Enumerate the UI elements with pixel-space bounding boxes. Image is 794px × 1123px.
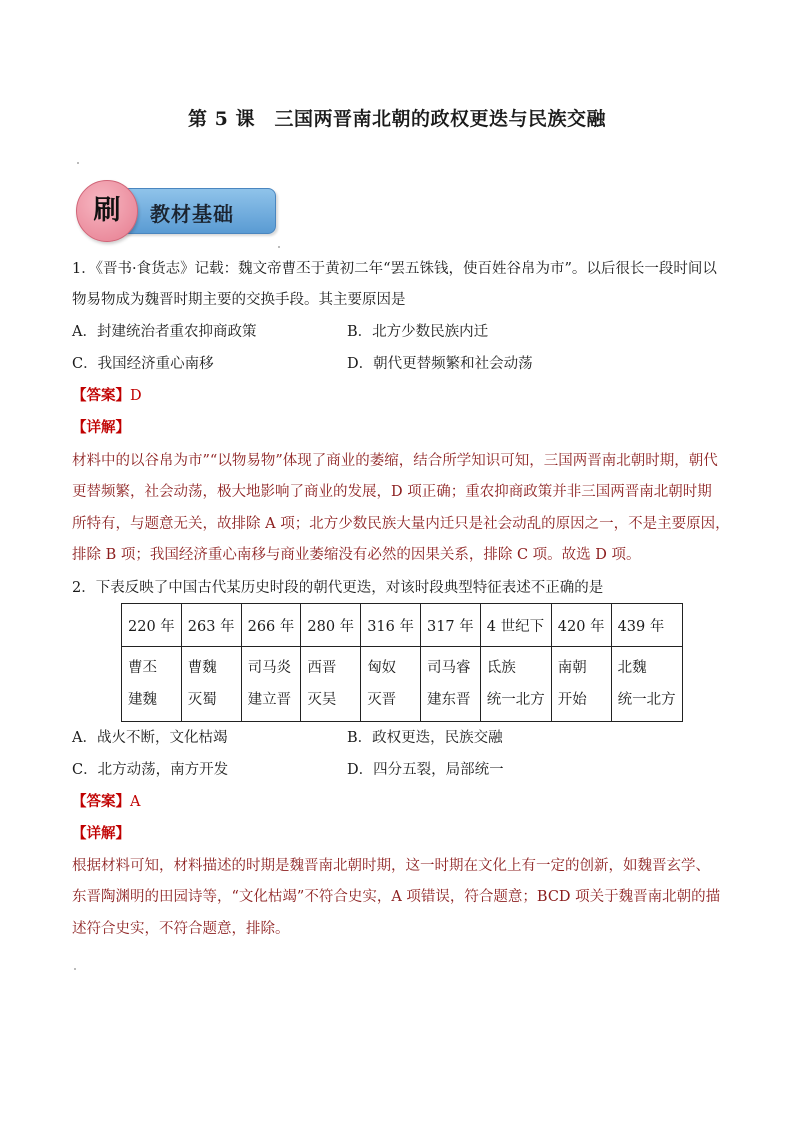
dynasty-table	[121, 603, 683, 722]
table-cell-event: 曹丕 建魏	[122, 647, 182, 722]
table-cell-year: 317 年	[420, 604, 480, 647]
table-row-years	[122, 604, 683, 647]
q1-option-b: B．北方少数民族内迁	[347, 324, 489, 340]
q1-option-d: D．朝代更替频繁和社会动荡	[347, 356, 533, 372]
q2-answer-label: 【答案】	[72, 793, 130, 810]
table-row-events	[122, 647, 683, 722]
table-cell-event: 氐族 统一北方	[480, 647, 551, 722]
marker-dot	[77, 162, 79, 164]
q2-detail-label: 【详解】	[72, 825, 130, 842]
q1-option-a: A．封建统治者重农抑商政策	[72, 324, 257, 340]
section-banner	[76, 180, 276, 238]
table-cell-year: 263 年	[181, 604, 241, 647]
q1-answer-value: D	[130, 388, 142, 404]
table-cell-year: 266 年	[241, 604, 301, 647]
q1-detail-line: 所特有，与题意无关，故排除 A 项；北方少数民族大量内迁只是社会动乱的原因之一，不是主要原因，	[72, 516, 730, 532]
table-cell-event: 司马炎 建立晋	[241, 647, 301, 722]
banner-circle-icon: 刷	[76, 180, 138, 242]
table-cell-event: 曹魏 灭蜀	[181, 647, 241, 722]
q1-detail-line: 更替频繁，社会动荡，极大地影响了商业的发展，D 项正确；重农抑商政策并非三国两晋南北朝时期	[72, 484, 712, 500]
marker-dot	[278, 246, 280, 248]
table-cell-event: 司马睿 建东晋	[420, 647, 480, 722]
q2-detail-line: 东晋陶渊明的田园诗等，“文化枯竭”不符合史实，A 项错误，符合题意；BCD 项关于魏晋南北朝的描	[72, 889, 721, 905]
q2-option-a: A．战火不断，文化枯竭	[72, 730, 228, 746]
table-cell-event: 西晋 灭吴	[301, 647, 361, 722]
q2-detail-line: 根据材料可知，材料描述的时期是魏晋南北朝时期，这一时期在文化上有一定的创新，如魏晋玄学、	[72, 858, 710, 874]
q1-option-c: C．我国经济重心南移	[72, 356, 214, 372]
banner-label: 教材基础	[150, 202, 234, 226]
q2-stem-line1: 2．下表反映了中国古代某历史时段的朝代更迭，对该时段典型特征表述不正确的是	[72, 580, 604, 596]
q2-option-b: B．政权更迭，民族交融	[347, 730, 503, 746]
q2-detail-line: 述符合史实，不符合题意，排除。	[72, 921, 290, 937]
q2-option-d: D．四分五裂，局部统一	[347, 762, 504, 778]
q2-answer	[72, 792, 140, 812]
table-cell-event: 北魏 统一北方	[611, 647, 682, 722]
q2-option-c: C．北方动荡，南方开发	[72, 762, 229, 778]
marker-dot	[74, 968, 76, 970]
table-cell-year: 420 年	[551, 604, 611, 647]
table-cell-year: 4 世纪下	[480, 604, 551, 647]
table-cell-year: 280 年	[301, 604, 361, 647]
table-cell-year: 316 年	[361, 604, 421, 647]
q1-detail-line: 排除 B 项；我国经济重心南移与商业萎缩没有必然的因果关系，排除 C 项。故选 D 项。	[72, 547, 641, 563]
q1-detail-line: 材料中的以谷帛为市”“以物易物”体现了商业的萎缩，结合所学知识可知，三国两晋南北朝时期，朝代	[72, 453, 718, 469]
q1-answer	[72, 386, 142, 406]
table-cell-event: 南朝 开始	[551, 647, 611, 722]
q1-stem-line2: 物易物成为魏晋时期主要的交换手段。其主要原因是	[72, 292, 406, 308]
q1-stem-line1: 1．《晋书·食货志》记载：魏文帝曹丕于黄初二年“罢五铢钱，使百姓谷帛为市”。以后很长一段时间以	[72, 261, 717, 277]
table-cell-event: 匈奴 灭晋	[361, 647, 421, 722]
q1-answer-label: 【答案】	[72, 387, 130, 404]
table-cell-year: 439 年	[611, 604, 682, 647]
page-title: 第 5 课 三国两晋南北朝的政权更迭与民族交融	[188, 108, 606, 130]
table-cell-year: 220 年	[122, 604, 182, 647]
q1-detail-label: 【详解】	[72, 419, 130, 436]
q2-answer-value: A	[130, 794, 141, 810]
